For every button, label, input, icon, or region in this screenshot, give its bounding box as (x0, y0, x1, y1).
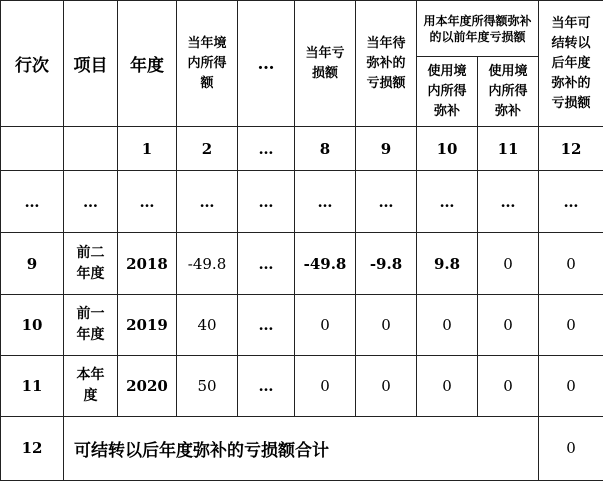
row-c12: 0 (539, 355, 603, 416)
header-carry-forward (539, 1, 603, 127)
colnum-1: 1 (118, 127, 177, 171)
row-c10: 0 (417, 355, 478, 416)
row-no: 10 (1, 294, 64, 355)
row-dots: … (238, 233, 295, 294)
row-c2: 50 (177, 355, 238, 416)
header-current-pending (356, 1, 417, 127)
row-dots: … (238, 294, 295, 355)
row-c11: 0 (478, 233, 539, 294)
ellipsis-cell-5: … (238, 171, 295, 233)
header-item: 项目 (64, 1, 118, 127)
row-c9: 0 (356, 355, 417, 416)
header-prior-group-text: 用本年度所得额弥补的以前年度亏损额 (423, 13, 532, 44)
colnum-8: 8 (295, 127, 356, 171)
row-item (64, 294, 118, 355)
row-c10: 0 (417, 294, 478, 355)
row-item-text: 本年度 (76, 366, 105, 404)
header-domestic-income-text: 当年境内所得额 (187, 35, 227, 91)
header-current-loss-text: 当年亏损额 (305, 45, 345, 81)
header-sub-domestic-text: 使用境内所得弥补 (427, 63, 467, 119)
row-no: 9 (1, 233, 64, 294)
header-row-top (1, 1, 603, 57)
row-dots: … (238, 355, 295, 416)
table-row (1, 233, 603, 294)
row-year: 2019 (118, 294, 177, 355)
total-row-no: 12 (1, 416, 64, 480)
row-year: 2018 (118, 233, 177, 294)
ellipsis-cell-10: … (539, 171, 603, 233)
row-c8: 0 (295, 294, 356, 355)
header-sub-domestic-2-text: 使用境内所得弥补 (488, 63, 528, 119)
header-current-loss (295, 1, 356, 127)
colnum-ellipsis: … (238, 127, 295, 171)
row-c10: 9.8 (417, 233, 478, 294)
row-c8: 0 (295, 355, 356, 416)
ellipsis-cell-3: … (118, 171, 177, 233)
total-value: 0 (539, 416, 603, 480)
row-item-text: 前二年度 (76, 244, 105, 282)
row-c9: 0 (356, 294, 417, 355)
row-c12: 0 (539, 233, 603, 294)
ellipsis-cell-8: … (417, 171, 478, 233)
row-item (64, 233, 118, 294)
colnum-9: 9 (356, 127, 417, 171)
ellipsis-cell-7: … (356, 171, 417, 233)
ellipsis-cell-2: … (64, 171, 118, 233)
colnum-blank-2 (64, 127, 118, 171)
header-row-no: 行次 (1, 1, 64, 127)
row-c12: 0 (539, 294, 603, 355)
row-year: 2020 (118, 355, 177, 416)
row-item-text: 前一年度 (76, 305, 105, 343)
row-c11: 0 (478, 294, 539, 355)
row-c2: 40 (177, 294, 238, 355)
header-ellipsis: … (238, 1, 295, 127)
ellipsis-cell-1: … (1, 171, 64, 233)
ellipsis-cell-4: … (177, 171, 238, 233)
header-carry-forward-text: 当年可结转以后年度弥补的亏损额 (551, 15, 591, 111)
total-label: 可结转以后年度弥补的亏损额合计 (64, 416, 539, 480)
header-current-pending-text: 当年待弥补的亏损额 (366, 35, 406, 91)
header-year: 年度 (118, 1, 177, 127)
row-c2: -49.8 (177, 233, 238, 294)
row-c11: 0 (478, 355, 539, 416)
row-item (64, 355, 118, 416)
row-c9: -9.8 (356, 233, 417, 294)
header-domestic-income (177, 1, 238, 127)
ellipsis-cell-9: … (478, 171, 539, 233)
ellipsis-row (1, 171, 603, 233)
header-sub-domestic-2 (478, 57, 539, 127)
header-sub-domestic (417, 57, 478, 127)
colnum-blank-1 (1, 127, 64, 171)
column-number-row (1, 127, 603, 171)
total-row (1, 416, 603, 480)
colnum-11: 11 (478, 127, 539, 171)
header-prior-group (417, 1, 539, 57)
colnum-10: 10 (417, 127, 478, 171)
table-row (1, 355, 603, 416)
colnum-12: 12 (539, 127, 603, 171)
row-no: 11 (1, 355, 64, 416)
ellipsis-cell-6: … (295, 171, 356, 233)
row-c8: -49.8 (295, 233, 356, 294)
table-row (1, 294, 603, 355)
colnum-2: 2 (177, 127, 238, 171)
